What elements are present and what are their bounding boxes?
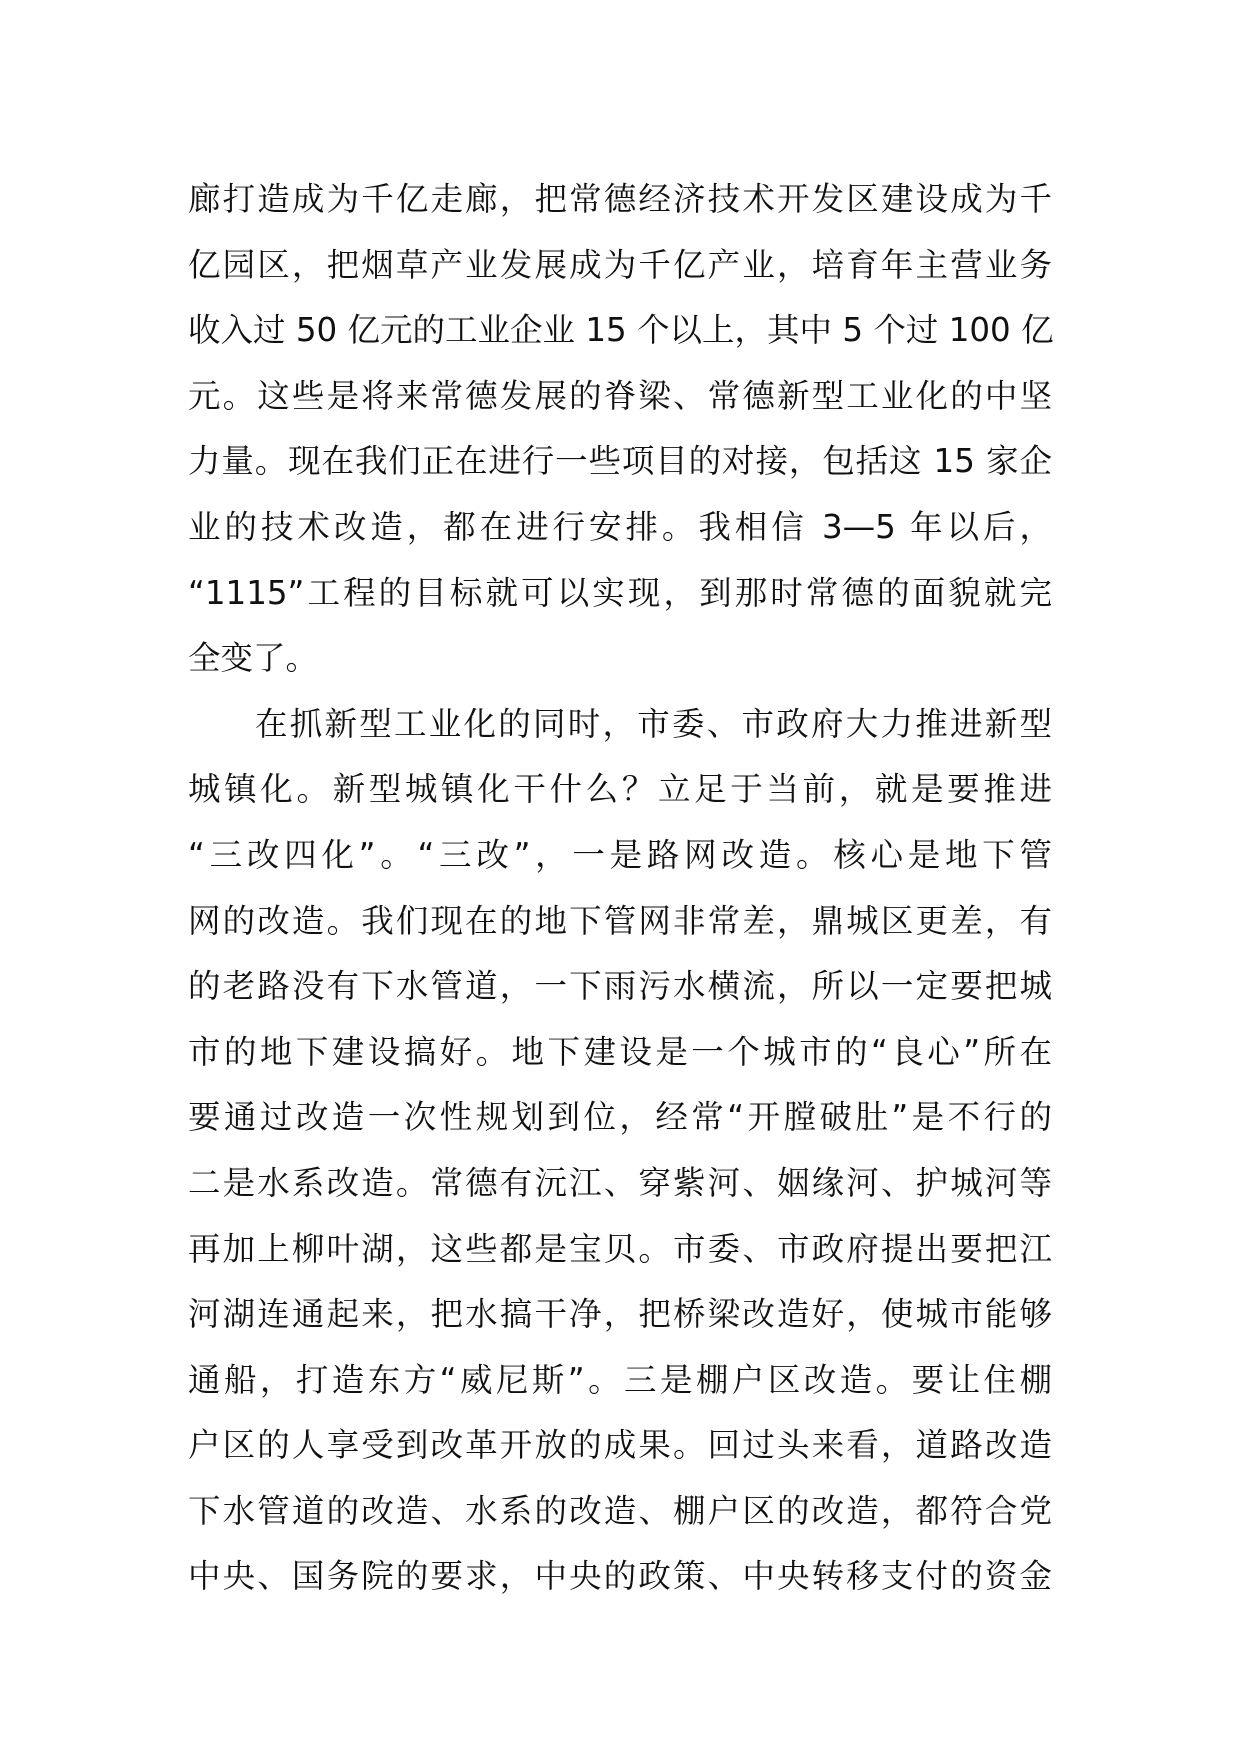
text-line: 元。这些是将来常德发展的脊梁、常德新型工业化的中坚	[188, 376, 1052, 415]
text-line: 通船，打造东方“威尼斯”。三是棚户区改造。要让住棚	[188, 1360, 1052, 1399]
text-line: “1115”工程的目标就可以实现，到那时常德的面貌就完	[188, 573, 1052, 612]
text-line: 市的地下建设搞好。地下建设是一个城市的“良心”所在	[188, 1032, 1052, 1071]
text-line: 力量。现在我们正在进行一些项目的对接，包括这 15 家企	[188, 442, 1052, 481]
text-line: 业的技术改造，都在进行安排。我相信 3—5 年以后，	[188, 507, 1052, 546]
text-line: 要通过改造一次性规划到位，经常“开膛破肚”是不行的	[188, 1098, 1052, 1137]
text-line: 网的改造。我们现在的地下管网非常差，鼎城区更差，有	[188, 901, 1052, 940]
text-line: 二是水系改造。常德有沅江、穿紫河、姻缘河、护城河等	[188, 1163, 1052, 1202]
text-line: 廊打造成为千亿走廊，把常德经济技术开发区建设成为千	[188, 180, 1052, 218]
text-line: 亿园区，把烟草产业发展成为千亿产业，培育年主营业务	[188, 245, 1052, 284]
text-line: 收入过 50 亿元的工业企业 15 个以上，其中 5 个过 100 亿	[188, 311, 1054, 350]
text-line: 城镇化。新型城镇化干什么？立足于当前，就是要推进	[188, 770, 1052, 809]
text-line: 河湖连通起来，把水搞干净，把桥梁改造好，使城市能够	[188, 1295, 1052, 1334]
text-line: 全变了。	[188, 639, 319, 678]
paragraph-start-line: 在抓新型工业化的同时，市委、市政府大力推进新型	[255, 704, 1052, 743]
body-text	[188, 167, 1052, 1610]
text-line: “三改四化”。“三改”，一是路网改造。核心是地下管	[188, 835, 1052, 874]
text-line: 的老路没有下水管道，一下雨污水横流，所以一定要把城	[188, 967, 1052, 1006]
text-line: 再加上柳叶湖，这些都是宝贝。市委、市政府提出要把江	[188, 1229, 1052, 1268]
text-line: 下水管道的改造、水系的改造、棚户区的改造，都符合党	[188, 1491, 1052, 1530]
text-line: 中央、国务院的要求，中央的政策、中央转移支付的资金	[188, 1557, 1052, 1596]
text-line: 户区的人享受到改革开放的成果。回过头来看，道路改造	[188, 1426, 1052, 1465]
